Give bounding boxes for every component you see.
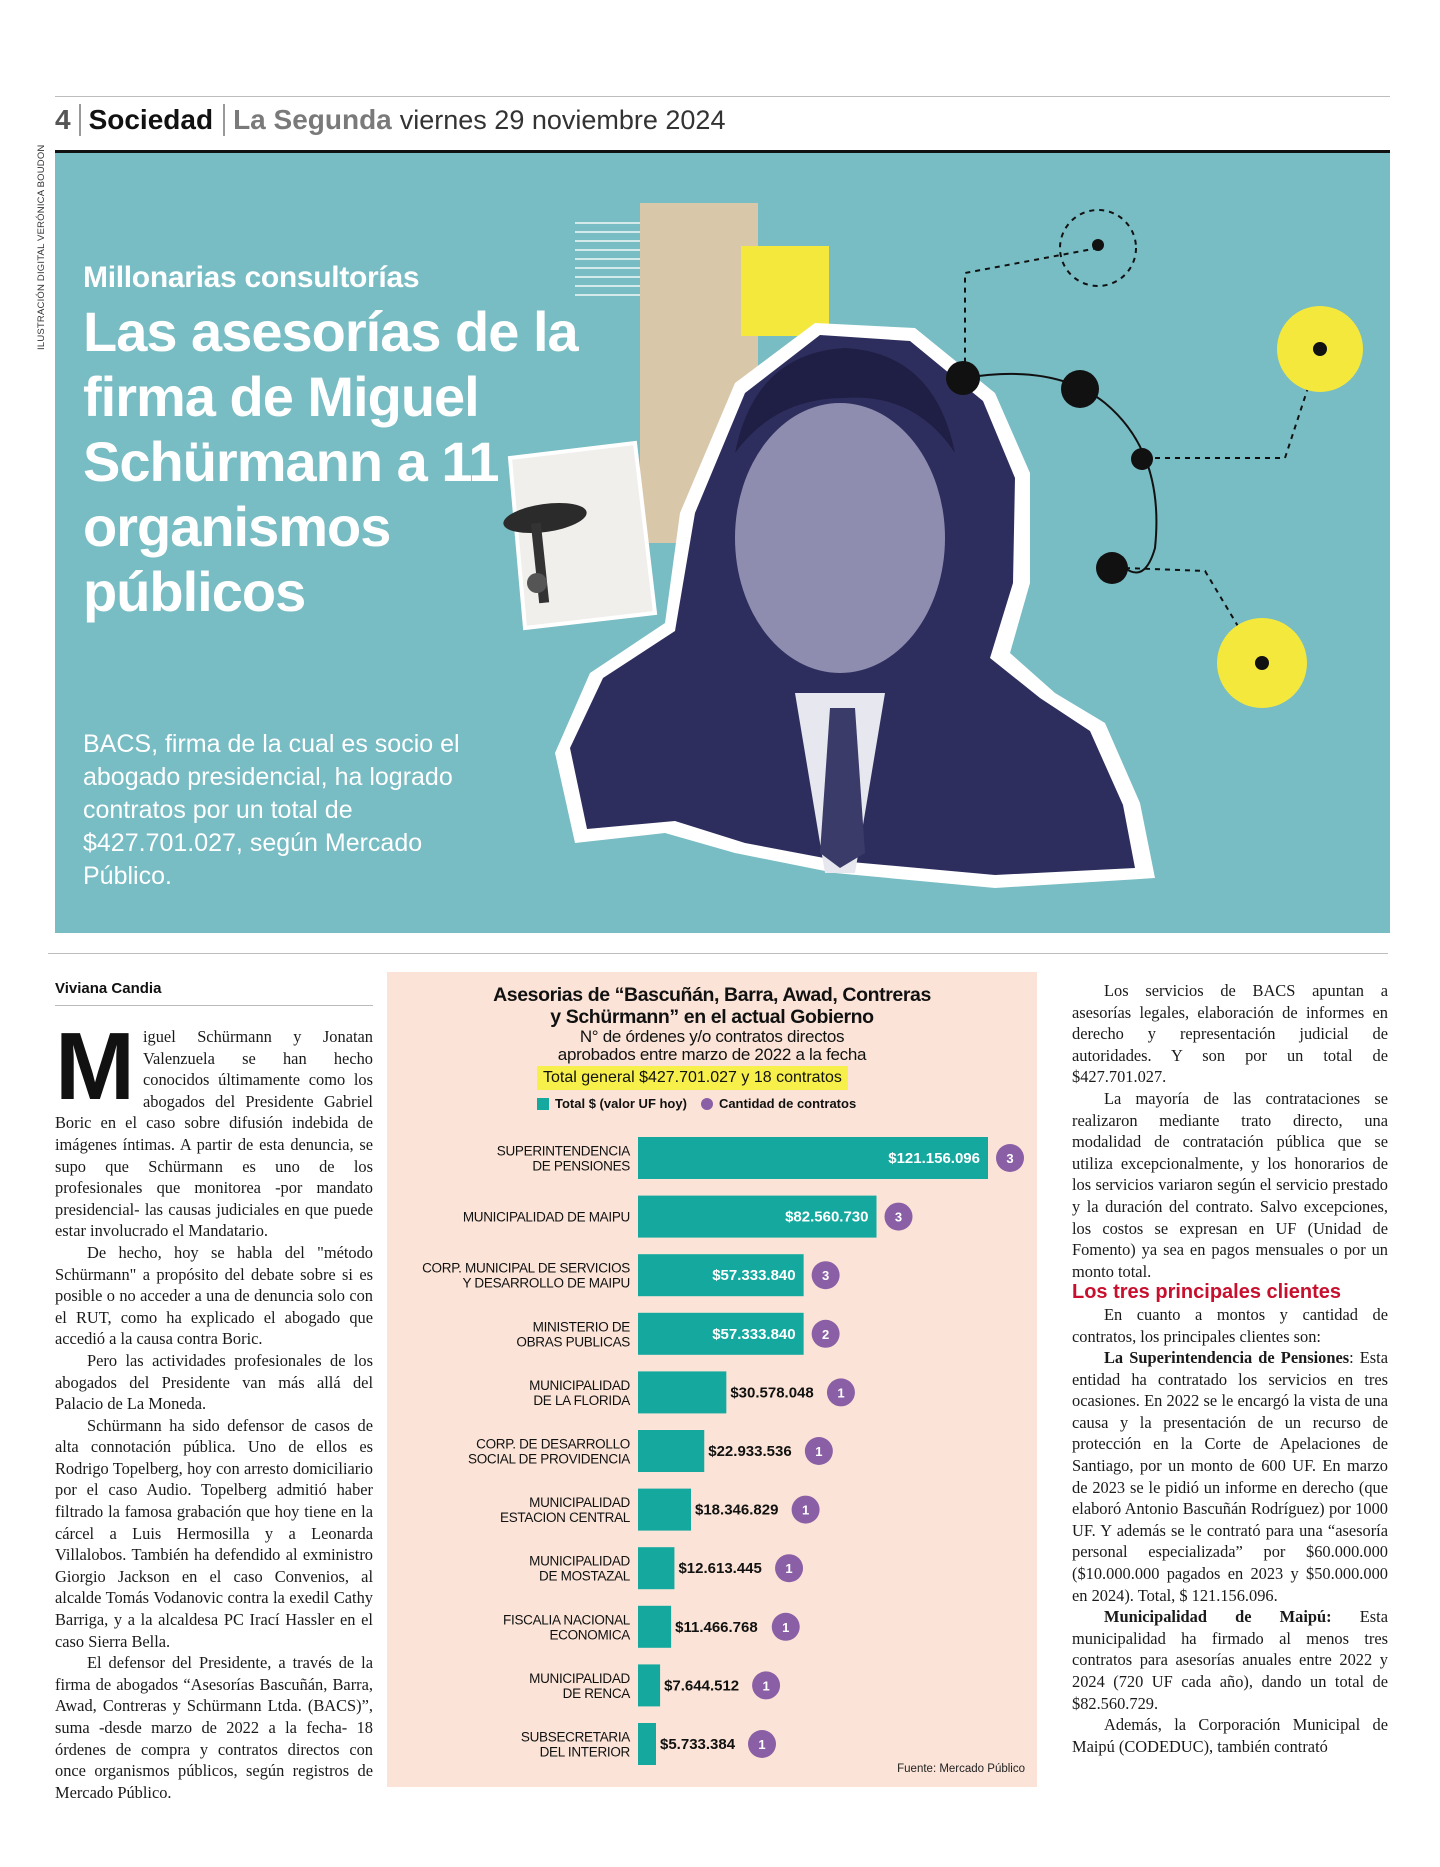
count-label: 1 [785,1561,793,1577]
byline: Viviana Candia [55,980,373,1006]
chart-title: Asesorias de “Bascuñán, Barra, Awad, Contreras y Schürmann” en el actual Gobierno [493,984,931,1028]
paragraph: Además, la Corporación Municipal de Maipú (CODEDUC), también contrató [1072,1715,1388,1756]
paragraph: Schürmann ha sido defensor de casos de alta connotación pública. Uno de ellos es Rodrigo Topelberg, hoy con arresto domiciliario por el caso Audio. Topelberg admitió haber filtrado la famosa grabación que hoy tiene en la cárcel a Luis Hermosilla y a Leonarda Villalobos. También ha defendido al exministro Giorgio Jackson en el caso Convenios, al alcalde Tomás Vodanovic contra la exedil Cathy Barriga, y a la alcaldesa PC Irací Hassler en el caso Sierra Bella. [55,1415,373,1651]
legend-label-total: Total $ (valor UF hoy) [555,1096,687,1111]
bar-value-label: $22.933.536 [708,1443,792,1460]
paragraph: El defensor del Presidente, a través de la firma de abogados “Asesorías Bascuñán, Barra, Awad, Contreras y Schürmann Ltda. (BACS)”, suma -desde marzo de 2022 a la fecha- 18 órdenes de compra y contratos directos con once organismos públicos, según registros de Mercado Público. [55,1653,373,1802]
category-label: MUNICIPALIDAD ESTACION CENTRAL [500,1495,630,1526]
bar-value-label: $57.333.840 [712,1325,796,1343]
count-label: 1 [837,1385,845,1401]
top-rule [55,96,1390,97]
chart-legend [537,1096,856,1111]
chart-total-highlight: Total general $427.701.027 y 18 contratos [537,1066,848,1090]
hero-illustration [55,153,1390,933]
paragraph: En cuanto a montos y cantidad de contratos, los principales clientes son: [1072,1304,1388,1346]
chart-subtitle: N° de órdenes y/o contratos directos aprobados entre marzo de 2022 a la fecha [557,1027,867,1064]
count-label: 1 [762,1678,770,1694]
section-name: Sociedad [89,104,225,136]
paragraph: De hecho, hoy se habla del "método Schürmann" a propósito del debate sobre si es posible o no acceder a una de denuncia solo con el RUT, como ha explicado el abogado que accedió a la causa contra Boric. [55,1242,373,1349]
legend-label-count: Cantidad de contratos [718,1096,857,1111]
chart-source: Fuente: Mercado Público [897,1763,1025,1775]
illustration-credit: ILUSTRACIÓN DIGITAL VERÓNICA BOUDON [36,144,47,350]
count-label: 1 [782,1619,790,1635]
bar-value-label: $82.560.730 [785,1208,869,1226]
paragraph: La Superintendencia de Pensiones: Esta entidad ha contratado los servicios en tres ocasiones. En 2022 se le encargó la vista de una causa y la presentación de un recurso de protección en la Corte de Apelaciones de Santiago, por un monto de 600 UF. En marzo de 2023 se le pidió un informe en derecho (que elaboró Antonio Bascuñán Rodríguez) por 1000 UF. Y además se le contrató para una “asesoría personal especializada” por $60.000.000 ($10.000.000 pagados en 2023 y $50.000.000 en 2024). Total, $ 121.156.096. [1072,1348,1388,1605]
bar [638,1547,674,1589]
bar-value-label: $30.578.048 [730,1384,814,1402]
bar-value-label: $18.346.829 [695,1501,779,1519]
bar-value-label: $11.466.768 [675,1618,758,1636]
yellow-block [741,246,829,336]
bar-value-label: $57.333.840 [712,1267,796,1285]
article-column-3 [1072,980,1388,1757]
bar-value-label: $121.156.096 [888,1150,980,1167]
lead-in: Municipalidad de Maipú: [1104,1607,1332,1627]
bar [638,1723,656,1765]
count-label: 2 [822,1326,830,1342]
publication-date: viernes 29 noviembre 2024 [399,104,726,135]
bar [638,1664,660,1706]
legend-swatch-count [701,1098,713,1110]
category-label: CORP. DE DESARROLLO SOCIAL DE PROVIDENCIA [468,1436,630,1467]
category-label: MUNICIPALIDAD DE MAIPU [462,1209,630,1225]
count-label: 1 [801,1502,810,1518]
page-number: 4 [55,104,81,136]
category-label: FISCALIA NACIONAL ECONOMICA [503,1612,630,1643]
category-label: MINISTERIO DE OBRAS PUBLICAS [516,1319,630,1350]
paragraph: Pero las actividades profesionales de los abogados del Presidente van más allá del Palacio de La Moneda. [55,1350,373,1414]
article-body [55,1013,373,1803]
category-label: MUNICIPALIDAD DE MOSTAZAL [529,1553,630,1584]
category-label: MUNICIPALIDAD DE LA FLORIDA [529,1377,630,1408]
bar-chart [387,972,1037,1787]
bar-value-label: $5.733.384 [660,1736,736,1753]
count-label: 3 [1006,1151,1014,1166]
deck-summary: BACS, firma de la cual es socio el abogado presidencial, ha logrado contratos por un total de $427.701.027, según Mercado Público. [83,730,460,890]
count-label: 1 [758,1737,766,1752]
bar [638,1606,671,1648]
section-rule [48,953,1388,954]
subhead: Los tres principales clientes [1072,1281,1341,1304]
bar [638,1371,726,1413]
article-body-continued [1072,980,1388,1757]
chart-canvas [387,972,1037,1787]
paragraph: Los servicios de BACS apuntan a asesorías legales, elaboración de informes en derecho y representación judicial de autoridades. Y son por un total de $427.701.027. [1072,981,1388,1087]
legend-swatch-total [537,1098,549,1110]
count-label: 3 [822,1268,830,1284]
paragraph: Miguel Schürmann y Jonatan Valenzuela se han hecho conocidos últimamente como los abogados del Presidente Gabriel Boric en el caso sobre difusión indebida de imágenes íntimas. A partir de esta denuncia, se supo que Schürmann es uno de los profesionales que monitorea -por mandato presidencial- las causas judiciales en que puede estar involucrado el Mandatario. [55,1013,373,1241]
dropcap: M [55,1013,135,1120]
newspaper-name: La Segunda [233,104,392,135]
page-header [55,100,725,140]
paragraph: Municipalidad de Maipú: Esta municipalidad ha firmado al menos tres contratos para asesorías anuales entre 2022 y 2024 (720 UF cada año), dando un total de $82.560.729. [1072,1607,1388,1713]
bar-value-label: $7.644.512 [664,1677,740,1695]
category-label: SUBSECRETARIA DEL INTERIOR [520,1729,630,1760]
bar-value-label: $12.613.445 [678,1560,762,1578]
count-label: 1 [815,1444,823,1459]
lead-in: La Superintendencia de Pensiones [1104,1348,1350,1368]
bar [638,1430,704,1472]
count-label: 3 [894,1209,903,1225]
category-label: CORP. MUNICIPAL DE SERVICIOS Y DESARROLLO DE MAIPU [422,1260,630,1291]
bar [638,1489,691,1531]
paragraph: La mayoría de las contrataciones se realizaron mediante trato directo, una modalidad de contratación pública que se utiliza excepcionalmente, y los honorarios de los servicios variaron según el servicio prestado y la duración del contrato. Salvo excepciones, los costos se expresan en UF (Unidad de Fomento) ya sea en pagos mensuales o por un monto total. [1072,1088,1388,1281]
category-label: MUNICIPALIDAD DE RENCA [529,1670,630,1701]
category-label: SUPERINTENDENCIA DE PENSIONES [496,1143,630,1174]
article-column-1 [55,980,373,1803]
headline: Las asesorías de la firma de Miguel Schürmann a 11 organismos públicos [83,300,578,623]
kicker: Millonarias consultorías [83,261,420,294]
